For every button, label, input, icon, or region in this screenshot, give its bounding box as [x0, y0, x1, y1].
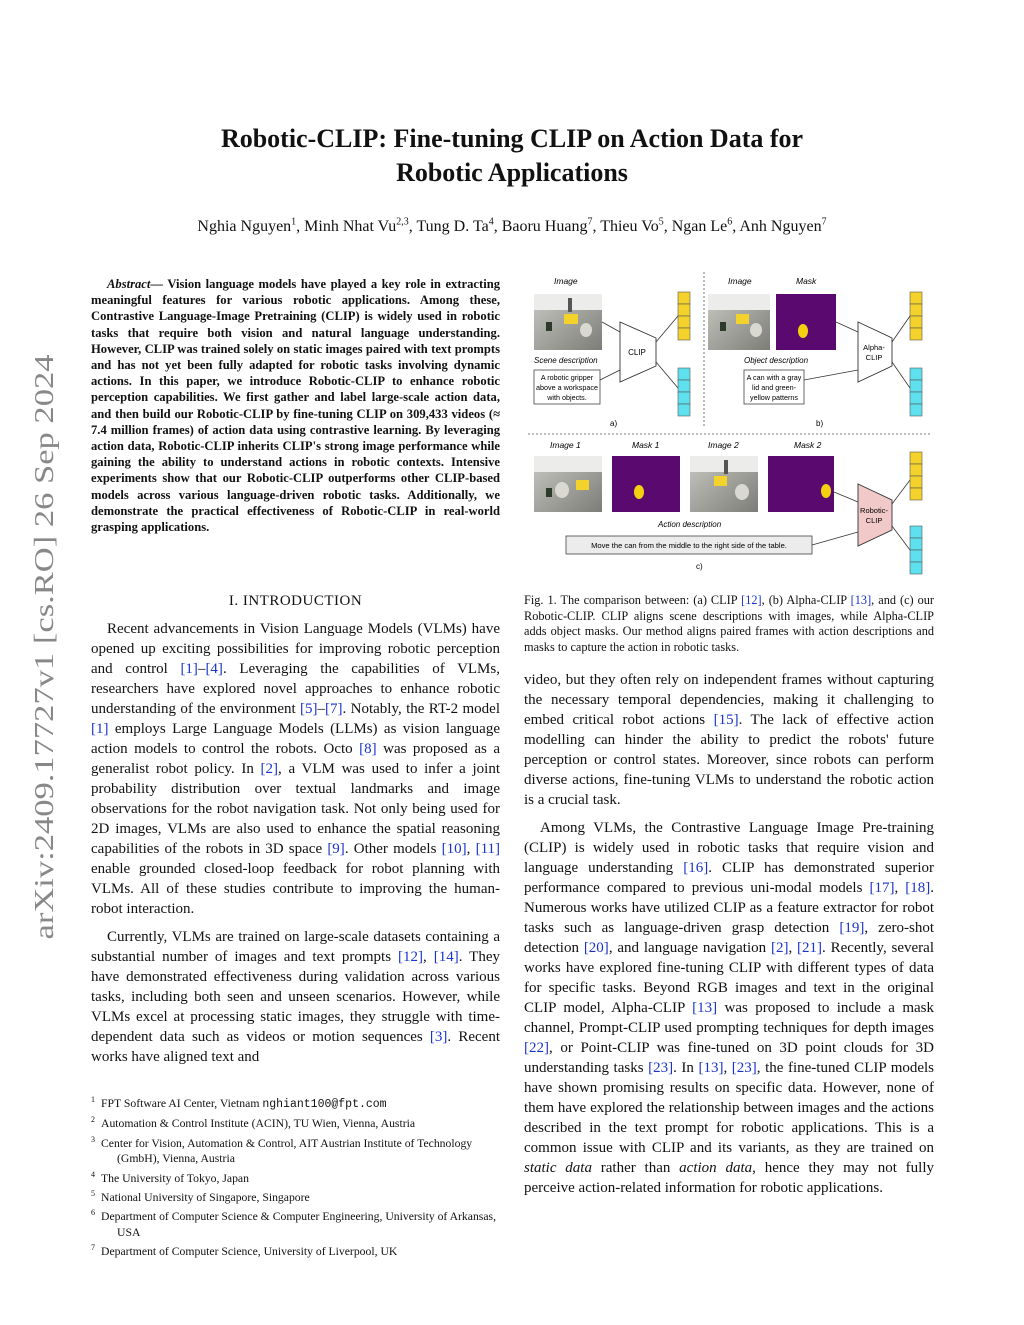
citation-link[interactable]: [3] [429, 1029, 448, 1045]
author-affiliation-mark: 5 [658, 216, 664, 228]
citation-link[interactable]: [23] [731, 1060, 757, 1076]
panel-b-desc-line-2: lid and green- [752, 383, 796, 392]
panel-b-image-embedding [910, 292, 922, 340]
emphasis-text: action data [679, 1160, 753, 1176]
citation-link[interactable]: [12] [741, 593, 762, 607]
panel-c-text-embedding [910, 526, 922, 574]
citation-link[interactable]: [17] [869, 880, 895, 896]
footnote-text: National University of Singapore, Singapore [101, 1190, 310, 1204]
panel-c-image-1 [534, 456, 602, 512]
panel-b-model-line-1: Alpha- [863, 343, 885, 352]
citation-link[interactable]: [21] [797, 940, 823, 956]
panel-c-robotic-clip-encoder [858, 484, 892, 546]
author-affiliation-mark: 4 [488, 216, 494, 228]
author [600, 218, 664, 235]
paper-title-line-1: Robotic-CLIP: Fine-tuning CLIP on Action Data for [220, 124, 804, 153]
footnote-email[interactable]: nghiant100@fpt.com [262, 1097, 387, 1111]
section-number: I. [228, 593, 239, 609]
panel-b-arrow-text [804, 370, 858, 380]
intro-paragraph-2: Currently, VLMs are trained on large-scale datasets containing a substantial number of images and text prompts [12], [14]. They have demonstrated effectiveness during validation across various tasks, including both seen and unseen scenarios. However, while VLMs excel at processing static images, they struggle with time-dependent data such as videos or motion sequences [3]. Recent works have aligned text and [91, 929, 500, 1065]
panel-b-image-label: Image [728, 276, 752, 286]
panel-a [534, 276, 690, 428]
panel-c-image2-label: Image 2 [708, 440, 739, 450]
citation-link[interactable]: [19] [839, 920, 865, 936]
citation-link[interactable]: [15] [713, 712, 739, 728]
footnote-text: FPT Software AI Center, Vietnam [101, 1096, 263, 1110]
panel-a-image-label: Image [554, 276, 578, 286]
right-column-body [524, 670, 934, 1206]
panel-c-arrow-image [834, 492, 858, 502]
author-affiliation-mark: 2,3 [396, 216, 409, 228]
author-name: Ngan Le [671, 218, 728, 235]
panel-c-arrow-out-bottom [892, 526, 910, 550]
footnote-mark: 2 [91, 1115, 95, 1125]
panel-a-desc-line-3: with objects. [547, 393, 587, 402]
panel-b-desc-line-3: yellow patterns [750, 393, 798, 402]
panel-c-desc-text: Move the can from the middle to the right side of the table. [591, 541, 787, 550]
footnote [91, 1186, 500, 1205]
paper-title-line-2: Robotic Applications [396, 158, 628, 187]
panel-b [708, 276, 922, 428]
author [739, 218, 826, 235]
author-name: Minh Nhat Vu [304, 218, 397, 235]
abstract-dash: — [150, 277, 163, 291]
author [502, 218, 593, 235]
footnote [91, 1167, 500, 1186]
footnote-mark: 5 [91, 1189, 95, 1199]
footnote-mark: 4 [91, 1169, 95, 1179]
panel-a-tag: a) [610, 419, 618, 428]
panel-a-arrow-image [602, 322, 620, 332]
panel-c-desc-label: Action description [658, 520, 722, 529]
citation-link[interactable]: [1] [180, 661, 198, 677]
panel-b-desc-line-1: A can with a gray [746, 373, 802, 382]
section-heading-introduction [91, 591, 500, 611]
panel-b-arrow-image [836, 322, 858, 332]
citation-link[interactable]: [16] [683, 860, 709, 876]
author-name: Anh Nguyen [739, 218, 822, 235]
citation-link[interactable]: [8] [359, 741, 377, 757]
emphasis-text: static data [524, 1160, 592, 1176]
panel-c-model-line-1: Robotic- [860, 506, 888, 515]
author [197, 218, 296, 235]
panel-b-object-mask [776, 294, 836, 350]
citation-link[interactable]: [18] [905, 880, 931, 896]
abstract-lead: Abstract [107, 277, 151, 291]
author-name: Tung D. Ta [416, 218, 489, 235]
panel-c-mask1-label: Mask 1 [632, 440, 660, 450]
citation-link[interactable]: [23] [648, 1060, 674, 1076]
panel-c [534, 440, 922, 574]
panel-a-arrow-out-bottom [656, 362, 678, 388]
abstract [91, 276, 500, 535]
citation-link[interactable]: [13] [692, 1000, 718, 1016]
author [416, 218, 493, 235]
panel-c-image1-label: Image 1 [550, 440, 581, 450]
panel-c-mask2-label: Mask 2 [794, 440, 822, 450]
panel-b-tag: b) [816, 419, 824, 428]
panel-a-desc-line-2: above a workspace [536, 383, 598, 392]
panel-a-desc-line-1: A robotic gripper [540, 373, 594, 382]
panel-c-arrow-text [812, 532, 858, 545]
footnote [91, 1205, 500, 1240]
footnote [91, 1092, 500, 1112]
panel-b-arrow-out-bottom [892, 362, 910, 388]
panel-c-image-embedding [910, 452, 922, 500]
citation-link[interactable]: [20] [583, 940, 609, 956]
citation-link[interactable]: [10] [441, 841, 467, 857]
citation-link[interactable]: [12] [398, 949, 424, 965]
abstract-text: Vision language models have played a key role in extracting meaningful features for various robotic applications. Among these, Contrastive Language-Image Pretraining (CLIP) is widely used in robotic tasks that require both vision and natural language understanding. However, CLIP was trained solely on static images paired with text prompts and has not yet been fully adapted for robotic tasks involving dynamic actions. In this paper, we introduce Robotic-CLIP to enhance robotic perception capabilities. We first gather and label large-scale action data, and then build our Robotic-CLIP by fine-tuning CLIP on 309,433 videos (≈ 7.4 million frames) of action data using contrastive learning. By leveraging action data, Robotic-CLIP inherits CLIP's strong image performance while gaining the ability to understand actions in robotic contexts. Intensive experiments show that our Robotic-CLIP outperforms other CLIP-based models across various language-driven robotic tasks. Additionally, we demonstrate the practical effectiveness of Robotic-CLIP in real-world grasping applications. [91, 277, 500, 535]
arxiv-identifier-text: arXiv:2409.17727v1 [cs.RO] 26 Sep 2024 [29, 482, 59, 940]
footnote-text: Automation & Control Institute (ACIN), TU Wien, Vienna, Austria [101, 1117, 416, 1131]
footnote [91, 1112, 500, 1131]
author-name: Nghia Nguyen [197, 218, 292, 235]
panel-c-mask-2 [768, 456, 834, 512]
panel-b-text-embedding [910, 368, 922, 416]
footnote-mark: 1 [91, 1095, 95, 1104]
citation-link[interactable]: [1] [91, 721, 109, 737]
citation-link[interactable]: [2] [770, 940, 789, 956]
panel-b-arrow-out-top [892, 316, 910, 342]
citation-link[interactable]: [4] [205, 661, 223, 677]
panel-c-mask-1 [612, 456, 680, 512]
author-affiliation-mark: 7 [587, 216, 593, 228]
footnote [91, 1132, 500, 1167]
footnote-mark: 3 [91, 1134, 95, 1144]
citation-link[interactable]: [13] [850, 593, 872, 607]
intro-paragraph-1: Recent advancements in Vision Language Models (VLMs) have opened up exciting possibilities for improving robotic perception and control [1]–[4]. Leveraging the capabilities of VLMs, researchers have explored novel approaches to enhance robotic understanding of the environment [5]–[7]. Notably, the RT-2 model [1] employs Large Language Models (LLMs) as vision language action models to control the robots. Octo [8] was proposed as a generalist robot policy. In [2], a VLM was used to infer a joint probability distribution over textual landmarks and image observations for the robot navigation task. Not only being used for 2D images, VLMs are also used to enhance the spatial reasoning capabilities of the robots in 3D space [9]. Other models [10], [11] enable grounded closed-loop feedback for robot planning with VLMs. All of these studies contribute to improving the human-robot interaction. [91, 621, 501, 917]
panel-a-text-embedding [678, 368, 690, 416]
footnote-text: Department of Computer Science, University of Liverpool, UK [101, 1245, 398, 1259]
panel-a-model-label: CLIP [628, 348, 646, 357]
panel-b-scene-image [708, 294, 770, 350]
panel-c-tag: c) [696, 562, 703, 571]
author-affiliation-mark: 6 [727, 216, 733, 228]
panel-b-alpha-clip-encoder [858, 322, 892, 382]
footnote-text: Center for Vision, Automation & Control, AIT Austrian Institute of Technology (GmbH), Vienna, Austria [101, 1136, 473, 1166]
panel-a-arrow-text [600, 370, 620, 380]
author-name: Thieu Vo [600, 218, 659, 235]
author-affiliation-mark: 1 [291, 216, 297, 228]
author-affiliation-mark: 7 [821, 216, 827, 228]
figure-1 [524, 270, 934, 585]
panel-a-desc-label: Scene description [534, 356, 598, 365]
citation-link[interactable]: [7] [325, 701, 343, 717]
footnote-text: The University of Tokyo, Japan [101, 1171, 249, 1185]
citation-link[interactable]: [11] [475, 841, 501, 857]
panel-b-mask-label: Mask [796, 276, 817, 286]
panel-c-arrow-out-top [892, 480, 910, 504]
citation-link[interactable]: [5] [300, 701, 318, 717]
footnote [91, 1240, 500, 1259]
author-list: Nghia Nguyen$^1$, Minh Nhat Vu$^{2,3}$, Tung D. Ta$^4$, Baoru Huang$^7$, Thieu Vo$^5$, Ngan Le$^6$, Anh Nguyen$^7$ [197, 216, 827, 235]
panel-c-image-2 [690, 456, 758, 512]
section-title: INTRODUCTION [242, 593, 363, 609]
footnote-mark: 7 [91, 1243, 95, 1253]
panel-b-desc-label: Object description [744, 356, 809, 365]
author-name: Baoru Huang [501, 218, 588, 235]
citation-link[interactable]: [2] [260, 761, 279, 777]
footnote-text: Department of Computer Science & Computer Engineering, University of Arkansas, USA [101, 1210, 497, 1239]
panel-a-arrow-out-top [656, 316, 678, 342]
right-paragraph-2: Among VLMs, the Contrastive Language Image Pre-training (CLIP) is widely used in robotic tasks that require vision and language understanding [16]. CLIP has demonstrated superior performance compared to previous uni-modal models [17], [18]. Numerous works have utilized CLIP as a feature extractor for robot tasks such as language-driven grasp detection [19], zero-shot detection [20], and language navigation [2], [21]. Recently, several works have explored fine-tuning CLIP with different types of data for specific tasks. Beyond RGB images and text in the original CLIP model, Alpha-CLIP [13] was proposed to include a mask channel, Prompt-CLIP used prompting techniques for depth images [22], or Point-CLIP was fine-tuned on 3D point clouds for 3D understanding tasks [23]. In [13], [23], the fine-tuned CLIP models have shown promising results on specific data. However, none of them have explored the relationship between images and the actions described in the text prompt for robotic applications. This is a common issue with CLIP and its variants, as they are trained on static data rather than action data, hence they may not fully perceive action-related information for robotic applications. [524, 820, 935, 1196]
citation-link[interactable]: [22] [524, 1040, 549, 1056]
arxiv-identifier [28, 352, 62, 942]
paper-title [150, 122, 874, 190]
citation-link[interactable]: [9] [327, 841, 345, 857]
panel-a-scene-image [534, 294, 602, 350]
panel-b-model-line-2: CLIP [865, 353, 883, 362]
affiliation-footnotes [91, 1092, 500, 1260]
panel-c-model-line-2: CLIP [865, 516, 883, 525]
author [672, 218, 733, 235]
panel-a-image-embedding [678, 292, 690, 340]
footnote-mark: 6 [91, 1208, 95, 1218]
author [304, 218, 409, 235]
citation-link[interactable]: [13] [698, 1060, 724, 1076]
right-paragraph-continuation: video, but they often rely on independent frames without capturing the necessary temporal dependencies, making it challenging to embed critical robot actions [15]. The lack of effective action modelling can hinder the ability to predict the robots' future perception or control states. Moreover, since robots can perform diverse actions, fine-tuning VLMs to understand the robotic action is a crucial task. [524, 672, 934, 808]
introduction-body [91, 619, 500, 1075]
figure-1-caption: Fig. 1. The comparison between: (a) CLIP [12], (b) Alpha-CLIP [13], and (c) our Robotic-CLIP. CLIP aligns scene descriptions with images, while Alpha-CLIP adds object masks. Our method aligns paired frames with action descriptions and masks to capture the action in robotic tasks. [524, 593, 935, 654]
citation-link[interactable]: [14] [433, 949, 459, 965]
